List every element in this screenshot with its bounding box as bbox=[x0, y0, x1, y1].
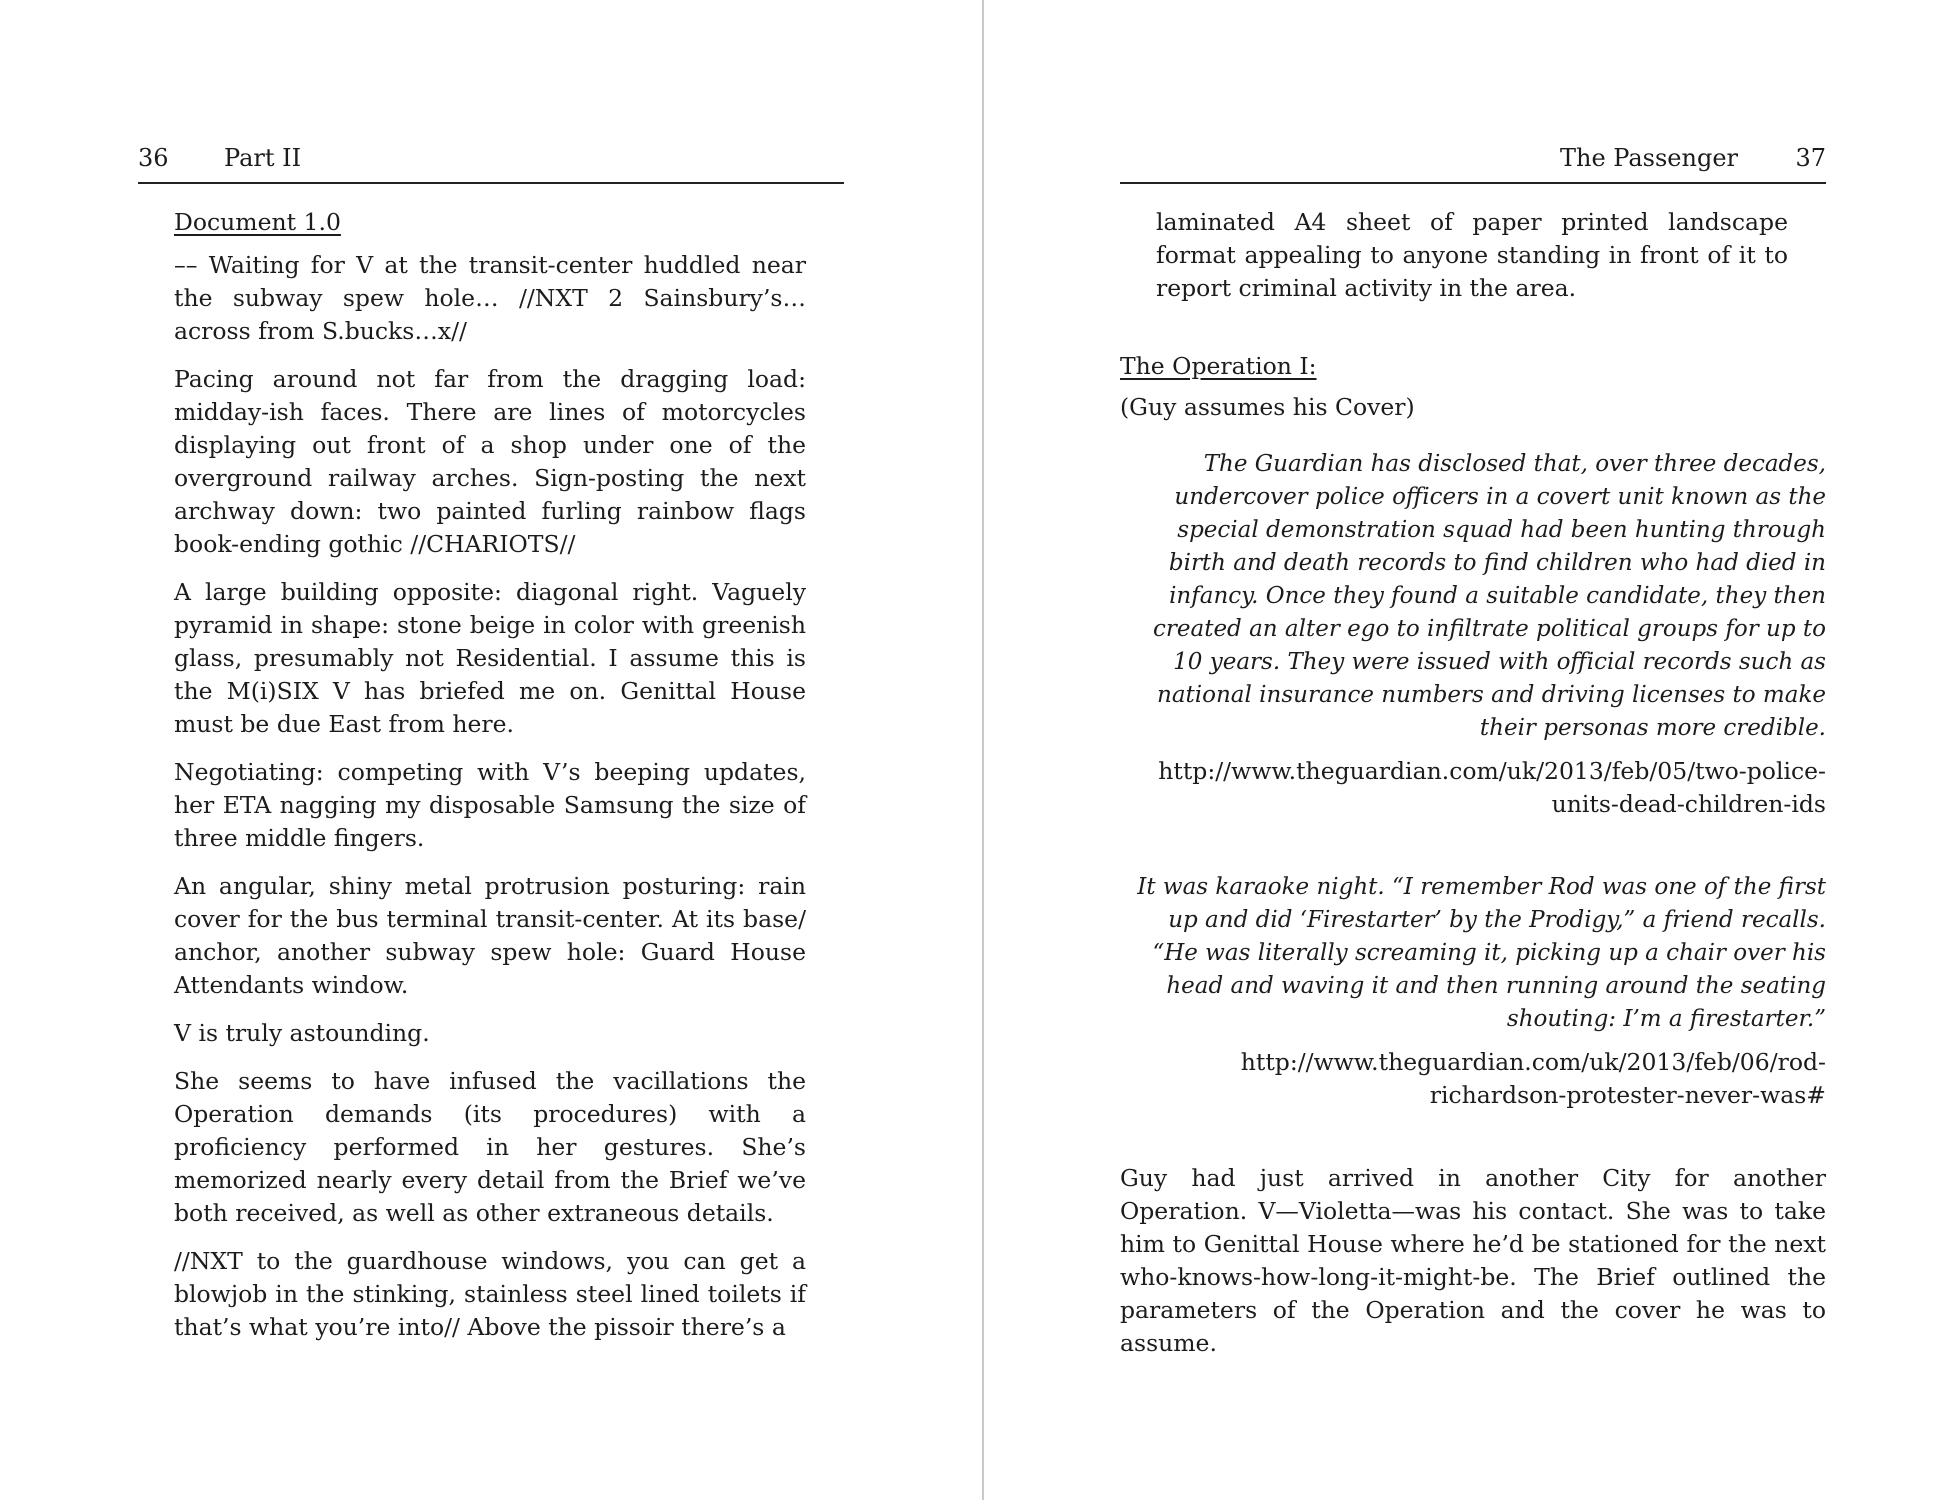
paragraph: //NXT to the guardhouse windows, you can get a blowjob in the stinking, stainless steel lined toilets if that’s what you’re into// Above the pissoir there’s a bbox=[174, 1247, 806, 1341]
left-running-title: Part II bbox=[224, 144, 302, 172]
right-page bbox=[1120, 0, 1826, 1500]
guardian-quote-2: It was karaoke night. “I remember Rod was one of the first up and did ‘Firestarter’ by the Prodigy,” a friend recalls. “He was literally screaming it, picking up a chair over his head and waving it and then running around the seating shouting: I’m a firestarter.” bbox=[1137, 874, 1826, 1032]
source-url-1: http://www.theguardian.com/uk/2013/feb/05/two-police-units-dead-children-ids bbox=[1158, 757, 1826, 818]
paragraph: –– Waiting for V at the transit-center huddled near the subway spew hole… //NXT 2 Sainsbury’s… across from S.bucks…x// bbox=[174, 251, 806, 345]
section-spacer bbox=[1120, 320, 1826, 350]
right-page-number: 37 bbox=[1795, 144, 1826, 172]
paragraph: An angular, shiny metal protrusion posturing: rain cover for the bus terminal transit-center. At its base/ anchor, another subway spew hole: Guard House Attendants window. bbox=[174, 872, 806, 999]
book-gutter bbox=[982, 0, 984, 1500]
right-running-title: The Passenger bbox=[1559, 144, 1738, 172]
source-url-2: http://www.theguardian.com/uk/2013/feb/06/rod-richardson-protester-never-was# bbox=[1240, 1048, 1826, 1109]
operation-heading: The Operation I: bbox=[1120, 352, 1317, 380]
right-body-text bbox=[1120, 206, 1826, 1375]
left-running-head bbox=[138, 142, 844, 184]
closing-paragraph: Guy had just arrived in another City for another Operation. V—Violetta—was his contact. She was to take him to Genittal House where he’d be stationed for the next who-knows-how-long-it-might-be. The Brief outlined the parameters of the Operation and the cover he was to assume. bbox=[1120, 1164, 1826, 1357]
guardian-quote-1: The Guardian has disclosed that, over three decades, undercover police officers in a covert unit known as the special demonstration squad had been hunting through birth and death records to find children who had died in infancy. Once they found a suitable candidate, they then created an alter ego to infiltrate political groups for up to 10 years. They were issued with official records such as national insurance numbers and driving licenses to make their personas more credible. bbox=[1153, 451, 1826, 741]
operation-subheading: (Guy assumes his Cover) bbox=[1120, 393, 1415, 421]
right-running-head bbox=[1120, 142, 1826, 184]
paragraph: She seems to have infused the vacillations the Operation demands (its procedures) with a proficiency performed in her gestures. She’s memorized nearly every detail from the Brief we’ve both received, as well as other extraneous details. bbox=[174, 1067, 806, 1227]
document-heading: Document 1.0 bbox=[174, 208, 341, 236]
continuation-paragraph: laminated A4 sheet of paper printed landscape format appealing to anyone standing in front of it to report criminal activity in the area. bbox=[1156, 208, 1788, 302]
paragraph: A large building opposite: diagonal right. Vaguely pyramid in shape: stone beige in color with greenish glass, presumably not Residential. I assume this is the M(i)SIX V has briefed me on. Genittal House must be due East from here. bbox=[174, 578, 806, 738]
left-body-text bbox=[174, 206, 806, 1359]
paragraph: V is truly astounding. bbox=[174, 1019, 430, 1047]
paragraph: Negotiating: competing with V’s beeping updates, her ETA nagging my disposable Samsung the size of three middle fingers. bbox=[174, 758, 806, 852]
left-page bbox=[138, 0, 844, 1500]
left-page-number: 36 bbox=[138, 144, 169, 172]
paragraph: Pacing around not far from the dragging load: midday-ish faces. There are lines of motorcycles displaying out front of a shop under one of the overground railway arches. Sign-posting the next archway down: two painted furling rainbow flags book-ending gothic //CHARIOTS// bbox=[174, 365, 806, 558]
